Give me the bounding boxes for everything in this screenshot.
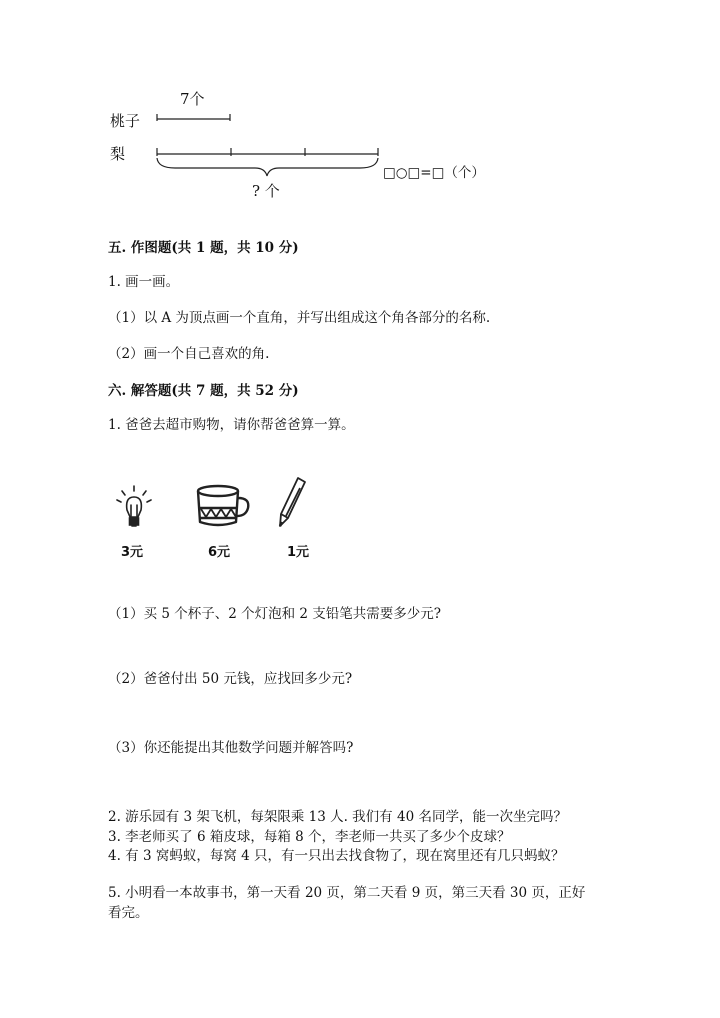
section6-heading: 六. 解答题(共 7 题，共 52 分) bbox=[108, 383, 299, 399]
section6-q4: 4. 有 3 窝蚂蚁，每窝 4 只，有一只出去找食物了，现在窝里还有几只蚂蚁？ bbox=[108, 848, 565, 864]
pencil-price: 1元 bbox=[287, 545, 310, 560]
equation-blank: □○□=□（个） bbox=[383, 165, 485, 181]
section6-q1-1: （1）买 5 个杯子、2 个灯泡和 2 支铅笔共需要多少元? bbox=[108, 606, 442, 622]
peach-count-label: 7个 bbox=[180, 90, 205, 108]
section6-q1-3: （3）你还能提出其他数学问题并解答吗? bbox=[108, 740, 354, 756]
section6-q5-line2: 看完。 bbox=[108, 905, 149, 921]
section6-q1: 1. 爸爸去超市购物，请你帮爸爸算一算。 bbox=[108, 417, 355, 433]
section5-q1: 1. 画一画。 bbox=[108, 274, 180, 290]
section5-q1-1: （1）以 A 为顶点画一个直角，并写出组成这个角各部分的名称. bbox=[108, 310, 491, 326]
pear-count-label: ? 个 bbox=[252, 182, 280, 200]
pear-brace bbox=[157, 158, 378, 176]
peach-bar bbox=[0, 0, 720, 220]
lightbulb-price: 3元 bbox=[121, 545, 144, 560]
cup-price: 6元 bbox=[208, 545, 231, 560]
section6-q1-2: （2）爸爸付出 50 元钱，应找回多少元? bbox=[108, 671, 353, 687]
section6-q2: 2. 游乐园有 3 架飞机，每架限乘 13 人. 我们有 40 名同学，能一次坐完吗？ bbox=[108, 809, 567, 825]
section5-heading: 五. 作图题(共 1 题，共 10 分) bbox=[108, 240, 299, 256]
pear-label: 梨 bbox=[110, 145, 126, 163]
section5-q1-2: （2）画一个自己喜欢的角. bbox=[108, 346, 270, 362]
peach-label: 桃子 bbox=[110, 112, 141, 130]
section6-q5-line1: 5. 小明看一本故事书，第一天看 20 页，第二天看 9 页，第三天看 30 页，正好 bbox=[108, 885, 586, 901]
pencil-icon bbox=[278, 476, 308, 530]
lightbulb-icon bbox=[114, 486, 154, 532]
cup-icon bbox=[196, 484, 252, 530]
section6-q3: 3. 李老师买了 6 箱皮球，每箱 8 个，李老师一共买了多少个皮球？ bbox=[108, 829, 511, 845]
